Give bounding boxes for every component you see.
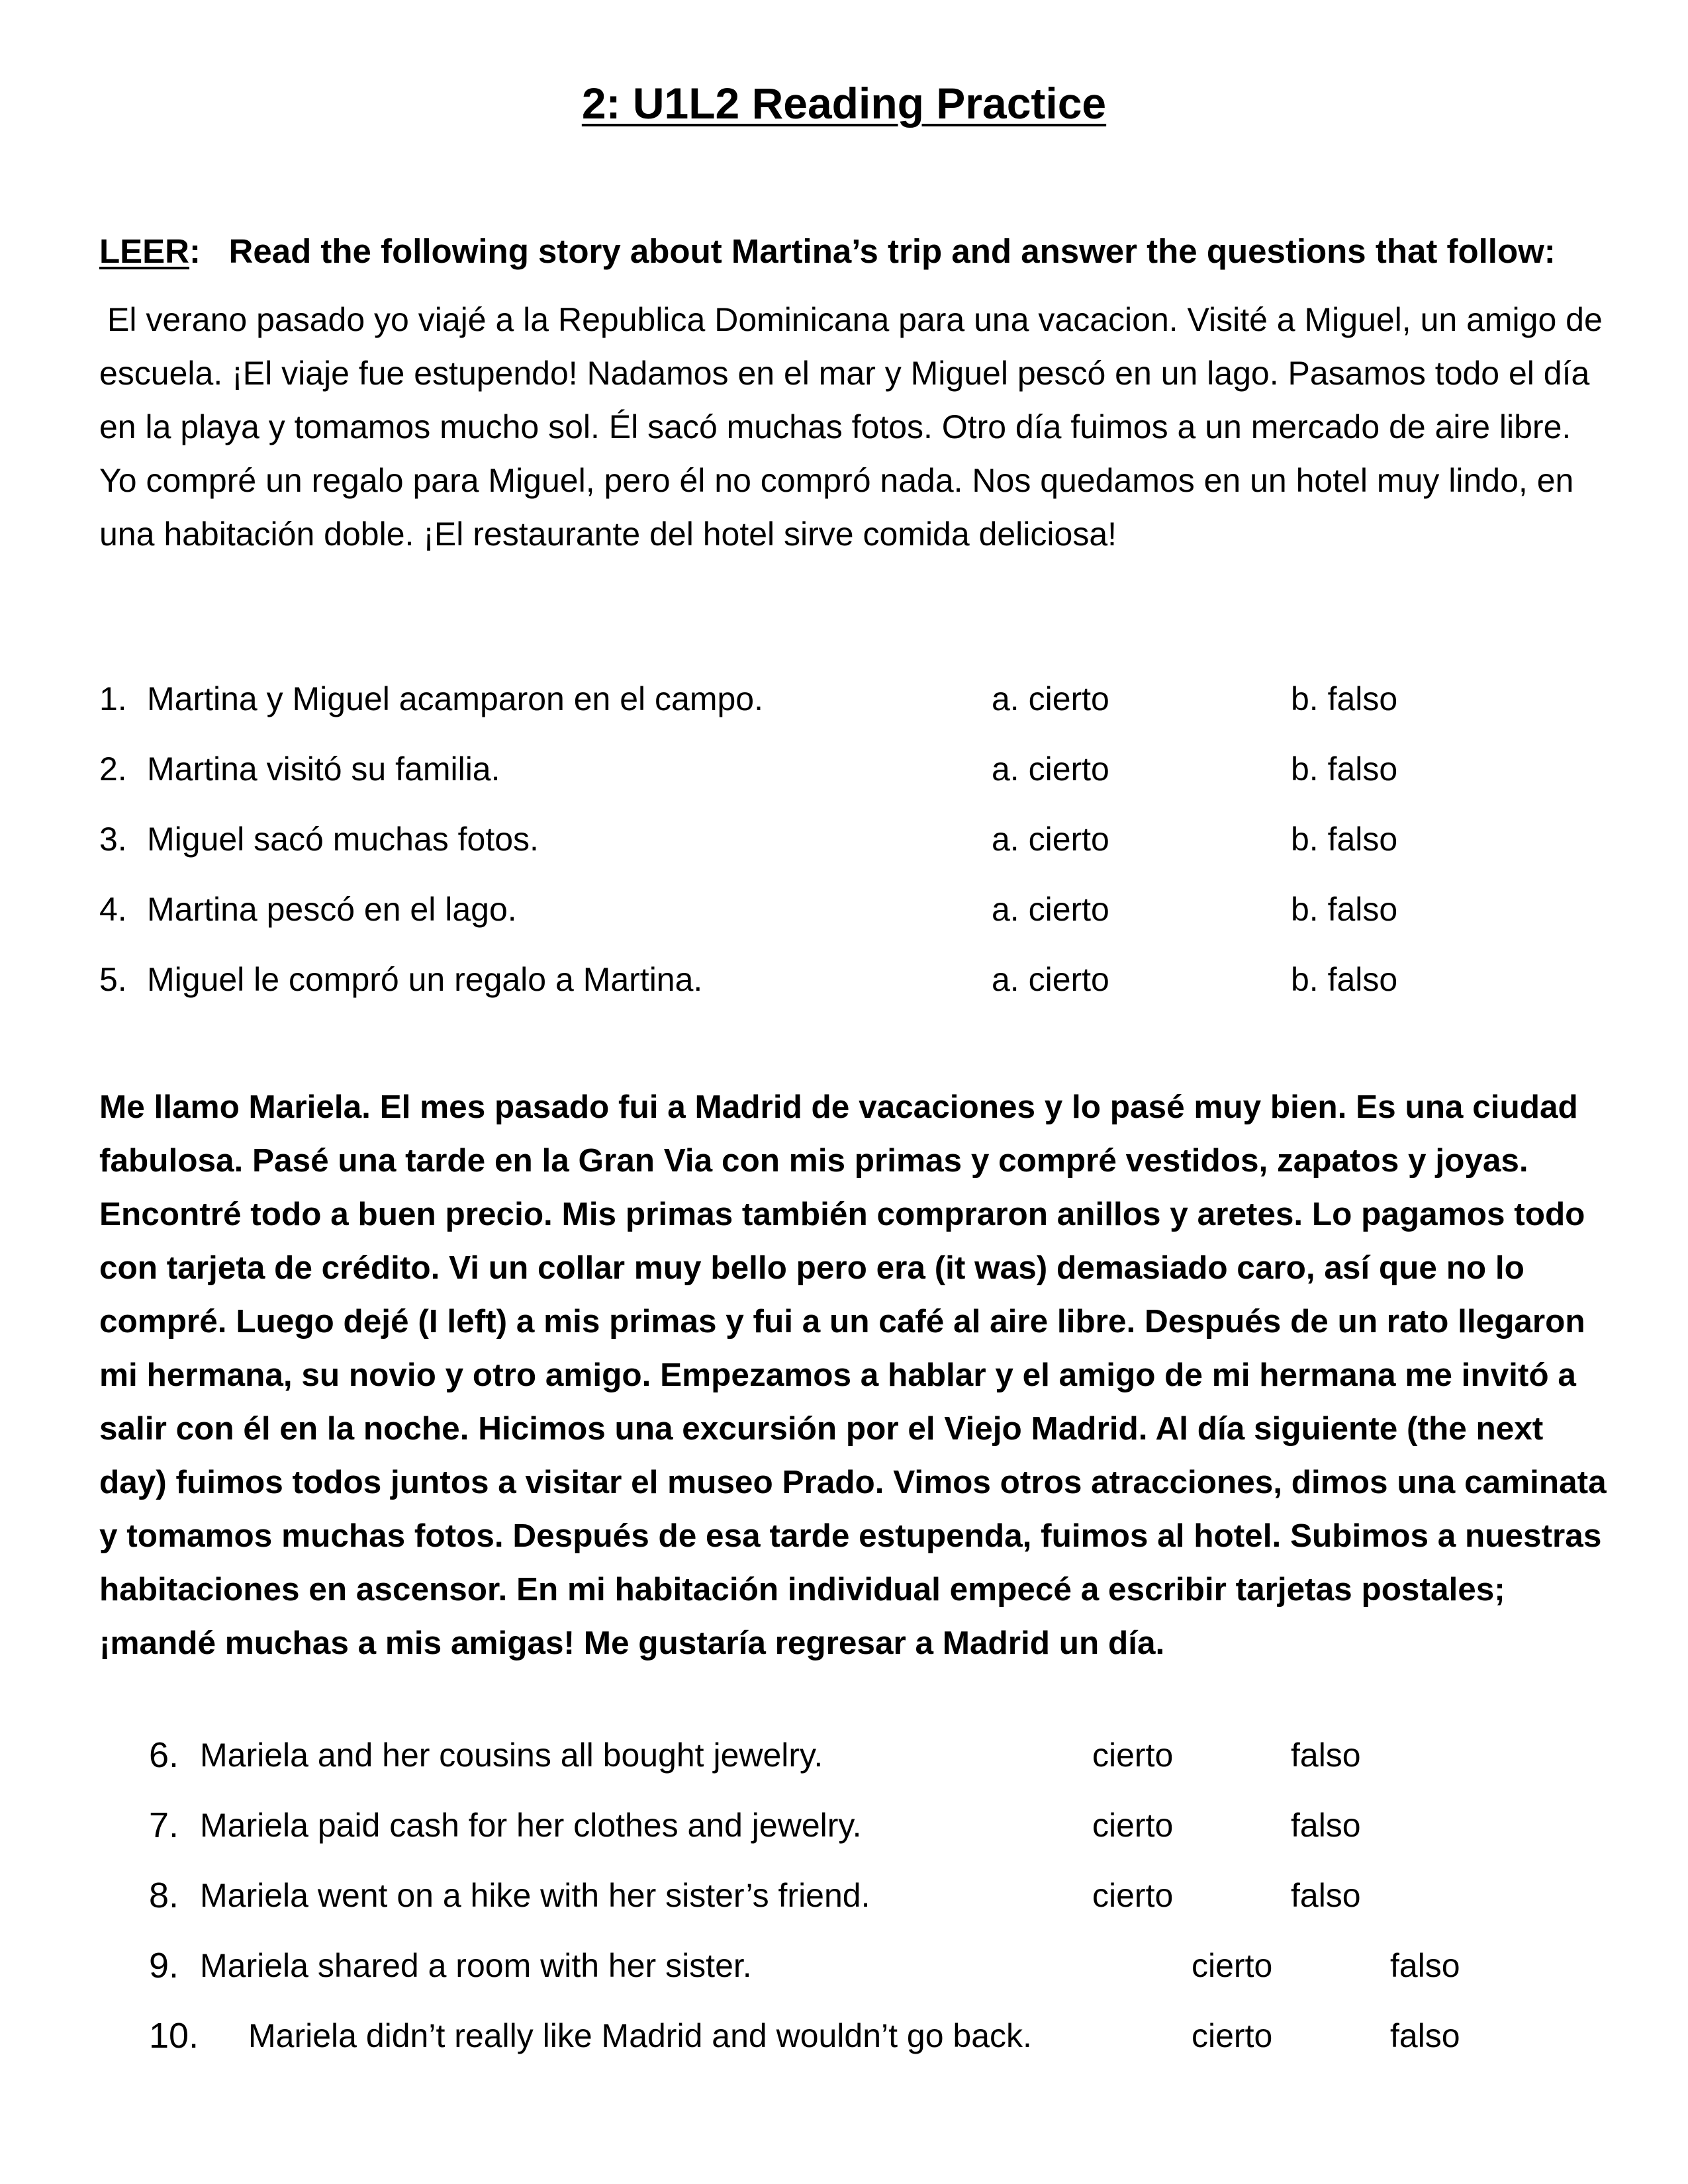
option-cierto[interactable]: cierto [1092, 1737, 1174, 1774]
instructions-text: Read the following story about Martina’s trip and answer the questions that follow: [228, 232, 1556, 270]
instructions [99, 232, 1622, 271]
option-falso[interactable]: b. falso [1291, 961, 1398, 998]
option-falso[interactable]: falso [1291, 1737, 1361, 1774]
question-number: 3. [99, 821, 127, 858]
option-cierto[interactable]: a. cierto [992, 680, 1109, 717]
story-passage-mariela: Me llamo Mariela. El mes pasado fui a Madrid de vacaciones y lo pasé muy bien. Es una ciudad fabulosa. Pasé una tarde en la Gran Via con mis primas y compré vestidos, zapatos y joyas. Encontré todo a buen precio. Mis primas también compraron anillos y aretes. Lo pagamos todo con tarjeta de crédito. Vi un collar muy bello pero era (it was) demasiado caro, así que no lo compré. Luego dejé (I left) a mis primas y fui a un café al aire libre. Después de un rato llegaron mi hermana, su novio y otro amigo. Empezamos a hablar y el amigo de mi hermana me invitó a salir con él en la noche. Hicimos una excursión por el Viejo Madrid. Al día siguiente (the next day) fuimos todos juntos a visitar el museo Prado. Vimos otros atracciones, dimos una caminata y tomamos muchas fotos. Después de esa tarde estupenda, fuimos al hotel. Subimos a nuestras habitaciones en ascensor. En mi habitación individual empecé a escribir tarjetas postales; ¡mandé muchas a mis amigas! Me gustaría regresar a Madrid un día. [99, 1089, 1607, 1661]
question-number: 4. [99, 891, 127, 928]
question-number: 9. [149, 1946, 179, 1985]
question-text: Mariela shared a room with her sister. [200, 1947, 752, 1984]
option-falso[interactable]: falso [1390, 2017, 1460, 2054]
option-falso[interactable]: falso [1390, 1947, 1460, 1984]
option-cierto[interactable]: cierto [1092, 1877, 1174, 1914]
option-cierto[interactable]: a. cierto [992, 891, 1109, 928]
question-text: Martina visitó su familia. [147, 751, 500, 788]
question-number: 7. [149, 1805, 179, 1845]
option-falso[interactable]: falso [1291, 1877, 1361, 1914]
question-text: Mariela went on a hike with her sister’s friend. [200, 1877, 870, 1914]
option-cierto[interactable]: cierto [1192, 1947, 1273, 1984]
page-title: 2: U1L2 Reading Practice [581, 79, 1107, 128]
option-falso[interactable]: b. falso [1291, 680, 1398, 717]
instructions-colon: : [189, 232, 201, 270]
question-number: 8. [149, 1876, 179, 1915]
option-cierto[interactable]: a. cierto [992, 821, 1109, 858]
question-text: Miguel sacó muchas fotos. [147, 821, 539, 858]
option-cierto[interactable]: cierto [1092, 1807, 1174, 1844]
question-text: Mariela didn’t really like Madrid and wouldn’t go back. [248, 2017, 1032, 2054]
question-number: 6. [149, 1735, 179, 1775]
question-number: 1. [99, 680, 127, 717]
question-text: Martina pescó en el lago. [147, 891, 517, 928]
instructions-label: LEER [99, 232, 190, 270]
question-number: 10. [149, 2016, 199, 2056]
option-cierto[interactable]: cierto [1192, 2017, 1273, 2054]
option-falso[interactable]: falso [1291, 1807, 1361, 1844]
question-text: Mariela and her cousins all bought jewelry. [200, 1737, 823, 1774]
option-cierto[interactable]: a. cierto [992, 751, 1109, 788]
question-text: Martina y Miguel acamparon en el campo. [147, 680, 764, 717]
option-cierto[interactable]: a. cierto [992, 961, 1109, 998]
option-falso[interactable]: b. falso [1291, 891, 1398, 928]
option-falso[interactable]: b. falso [1291, 751, 1398, 788]
question-number: 2. [99, 751, 127, 788]
question-text: Miguel le compró un regalo a Martina. [147, 961, 703, 998]
question-text: Mariela paid cash for her clothes and jewelry. [200, 1807, 862, 1844]
option-falso[interactable]: b. falso [1291, 821, 1398, 858]
question-number: 5. [99, 961, 127, 998]
story-passage-martina: El verano pasado yo viajé a la Republica Dominicana para una vacacion. Visité a Miguel, un amigo de escuela. ¡El viaje fue estupendo! Nadamos en el mar y Miguel pescó en un lago. Pasamos todo el día en la playa y tomamos mucho sol. Él sacó muchas fotos. Otro día fuimos a un mercado de aire libre. Yo compré un regalo para Miguel, pero él no compró nada. Nos quedamos en un hotel muy lindo, en una habitación doble. ¡El restaurante del hotel sirve comida deliciosa! [99, 301, 1603, 553]
